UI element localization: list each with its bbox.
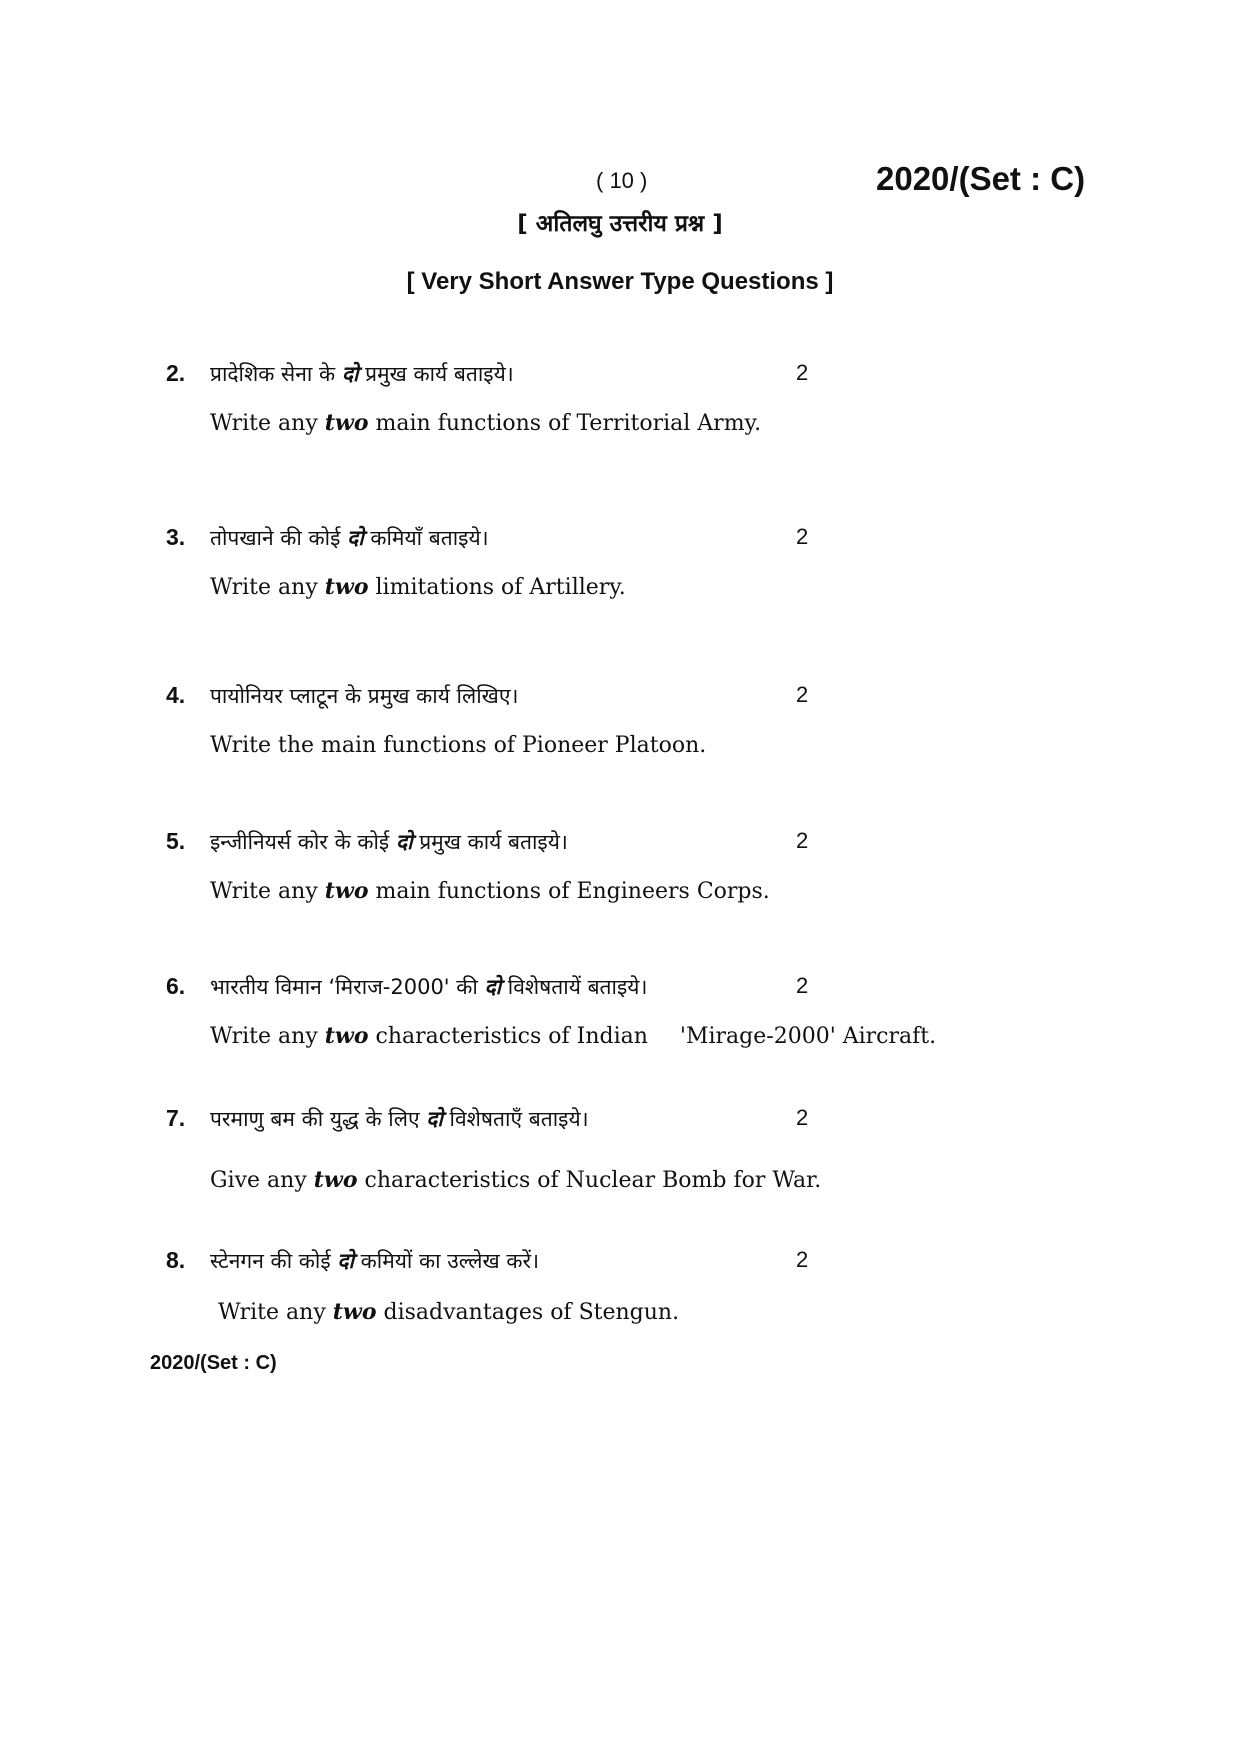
question-text-english: Write any two disadvantages of Stengun. xyxy=(218,1299,680,1325)
set-code-footer: 2020/(Set : C) xyxy=(150,1352,277,1374)
question-marks: 2 xyxy=(796,682,809,707)
question-number: 2. xyxy=(166,360,186,386)
question-text-english: Write any two main functions of Engineers Corps. xyxy=(210,878,770,904)
question-8 xyxy=(0,1247,1240,1337)
question-text-english: Write any two limitations of Artillery. xyxy=(210,574,626,600)
question-2 xyxy=(0,360,1240,450)
section-heading-hindi: [ अतिलघु उत्तरीय प्रश्न ] xyxy=(517,211,723,237)
question-marks: 2 xyxy=(796,524,809,549)
question-text-english: Write the main functions of Pioneer Platoon. xyxy=(210,733,707,758)
question-4 xyxy=(0,682,1240,772)
question-text-hindi: प्रादेशिक सेना के दो प्रमुख कार्य बताइये। xyxy=(210,362,514,386)
question-number: 5. xyxy=(166,828,186,854)
set-code-header: 2020/(Set : C) xyxy=(876,160,1086,197)
page-number: ( 10 ) xyxy=(596,168,648,193)
question-text-hindi: भारतीय विमान ‘मिराज-2000' की दो विशेषतायें बताइये। xyxy=(210,975,648,999)
question-text-hindi: पायोनियर प्लाटून के प्रमुख कार्य लिखिए। xyxy=(210,684,519,708)
question-marks: 2 xyxy=(796,973,809,998)
question-6 xyxy=(0,973,1240,1063)
question-text-hindi: स्टेनगन की कोई दो कमियों का उल्लेख करें। xyxy=(210,1249,540,1273)
question-text-english: Write any two main functions of Territorial Army. xyxy=(210,410,762,436)
question-marks: 2 xyxy=(796,828,809,853)
question-marks: 2 xyxy=(796,360,809,385)
question-number: 7. xyxy=(166,1105,186,1131)
question-text-english: Give any two characteristics of Nuclear Bomb for War. xyxy=(210,1167,822,1193)
question-text-hindi: परमाणु बम की युद्ध के लिए दो विशेषताएँ बताइये। xyxy=(210,1107,589,1131)
question-5 xyxy=(0,828,1240,918)
question-number: 6. xyxy=(166,973,186,999)
question-7 xyxy=(0,1105,1240,1195)
question-text-hindi: इन्जीनियर्स कोर के कोई दो प्रमुख कार्य बताइये। xyxy=(210,830,568,854)
question-number: 3. xyxy=(166,524,186,550)
question-marks: 2 xyxy=(796,1105,809,1130)
question-number: 4. xyxy=(166,682,186,708)
question-text-english: Write any two characteristics of Indian 'Mirage-2000' Aircraft. xyxy=(210,1023,937,1049)
section-heading-english: [ Very Short Answer Type Questions ] xyxy=(406,268,834,295)
question-number: 8. xyxy=(166,1247,186,1273)
question-text-hindi: तोपखाने की कोई दो कमियाँ बताइये। xyxy=(210,526,489,550)
question-3 xyxy=(0,524,1240,614)
question-marks: 2 xyxy=(796,1247,809,1272)
